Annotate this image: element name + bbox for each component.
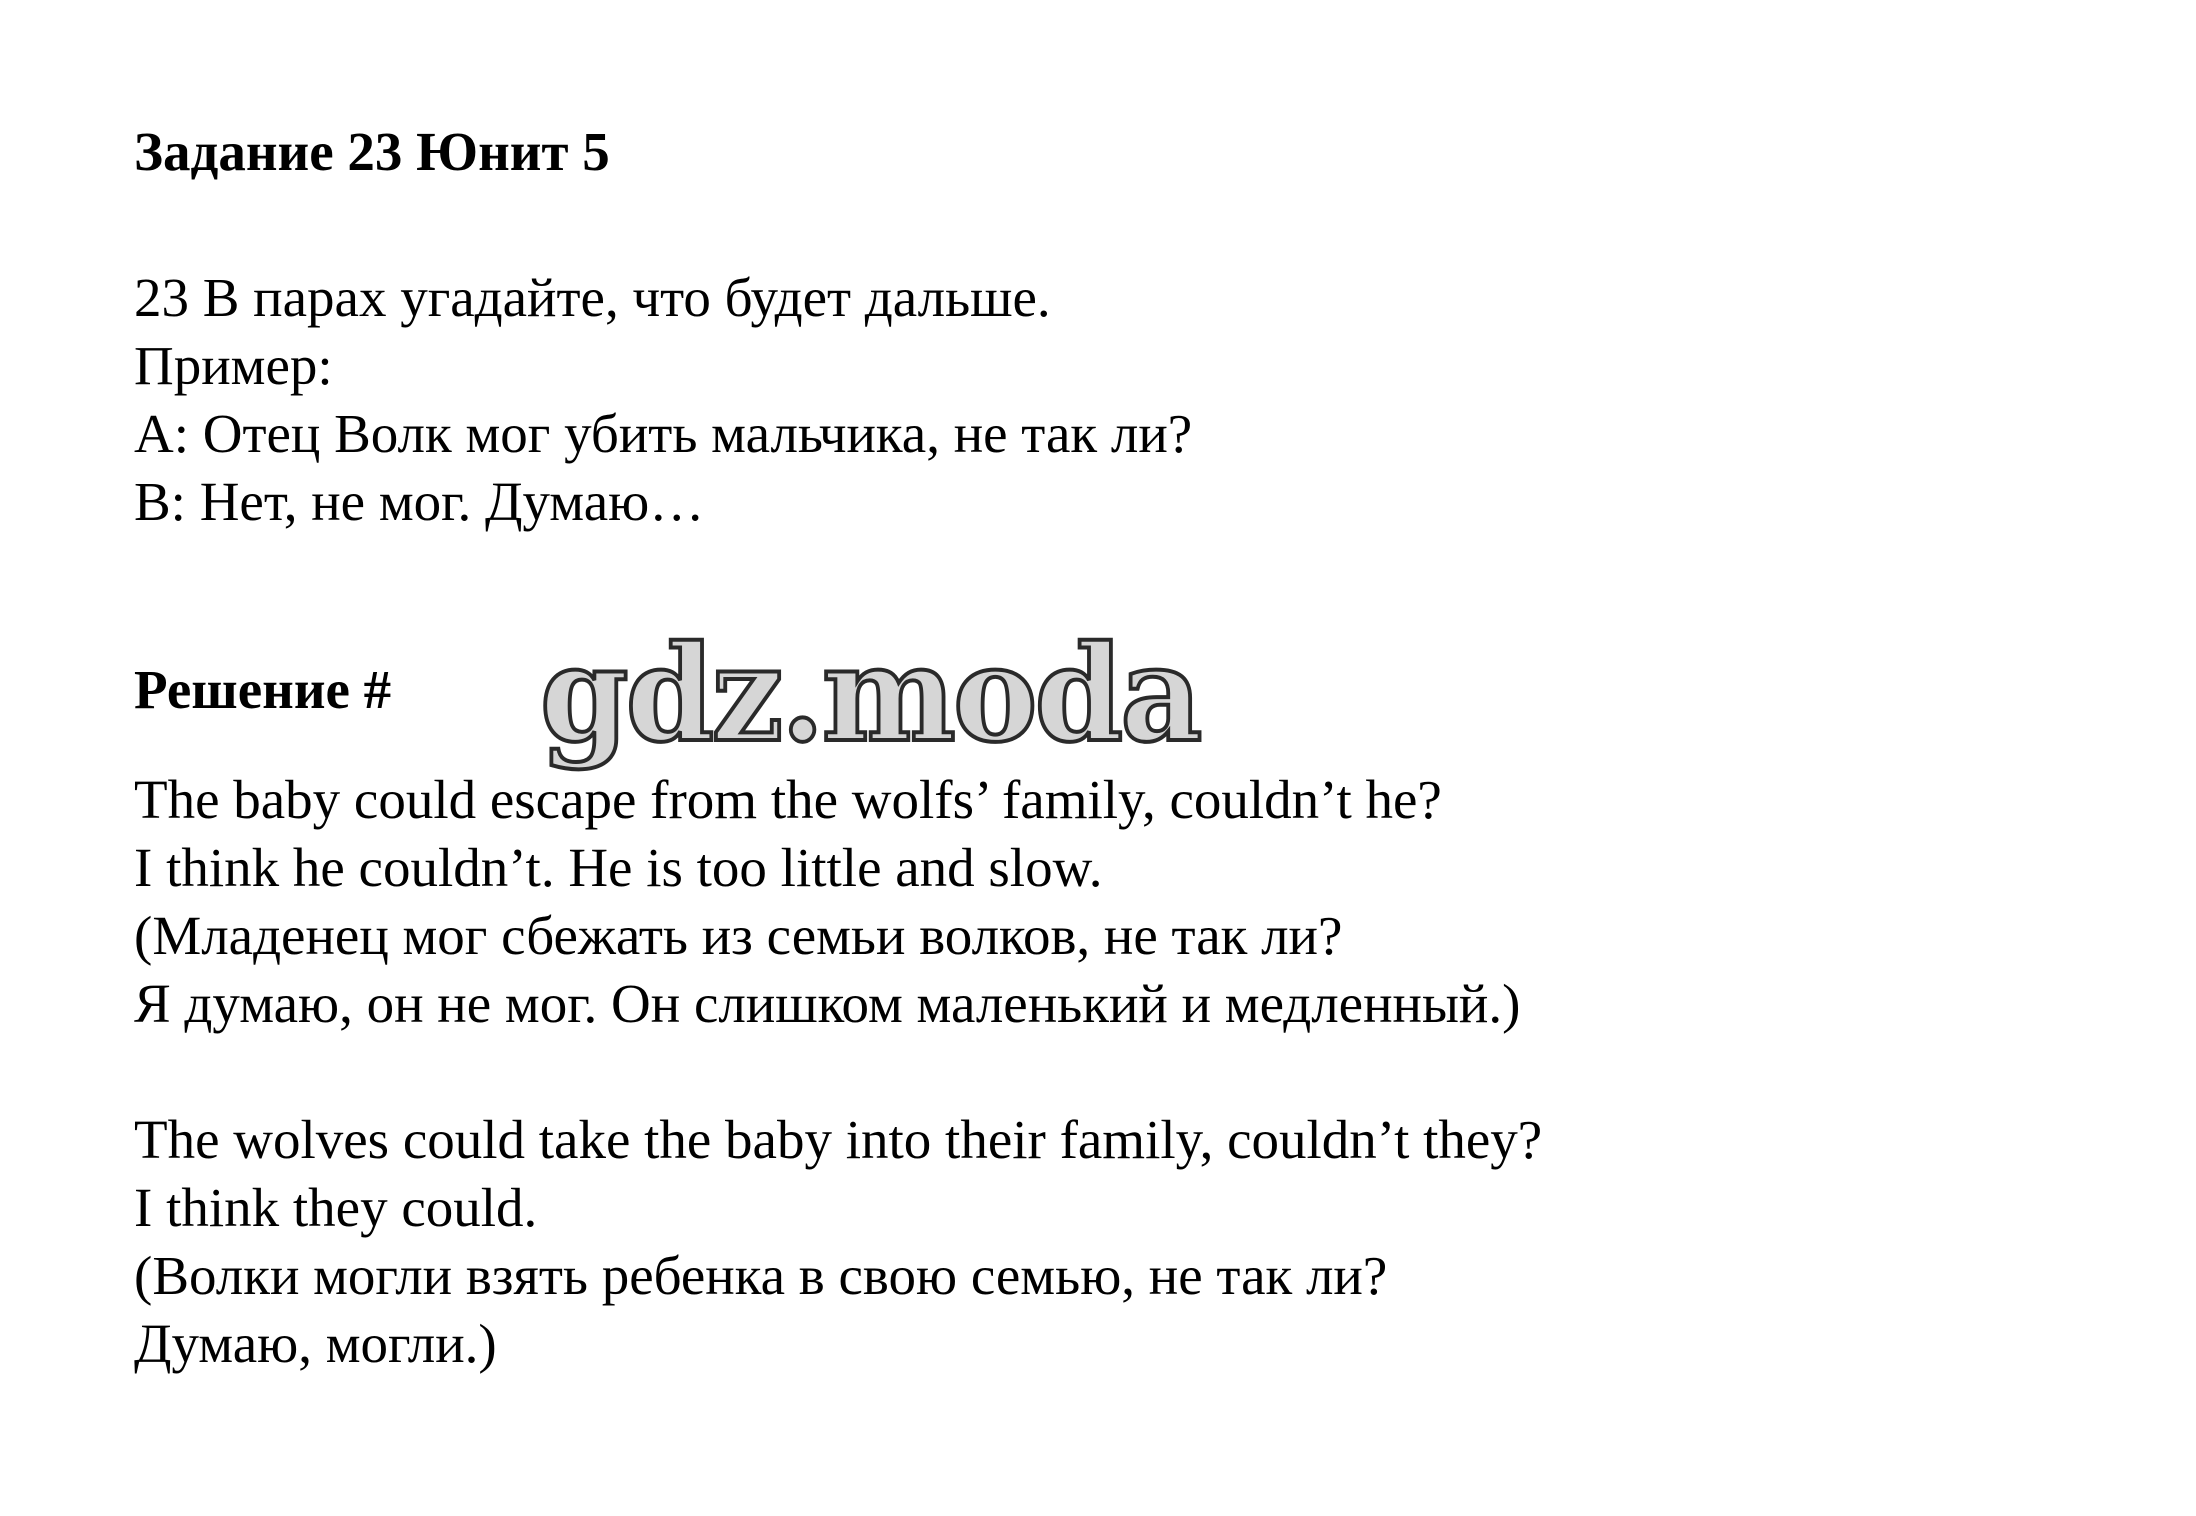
- solution-line: (Младенец мог сбежать из семьи волков, не так ли?: [134, 905, 1343, 966]
- solution-block-1: [134, 766, 1520, 1038]
- solution-line: The wolves could take the baby into their family, couldn’t they?: [134, 1109, 1543, 1170]
- watermark-logo: gdz.moda: [540, 617, 1200, 772]
- solution-line: Думаю, могли.): [134, 1313, 497, 1374]
- solution-line: (Волки могли взять ребенка в свою семью, не так ли?: [134, 1245, 1388, 1306]
- solution-line: Я думаю, он не мог. Он слишком маленький и медленный.): [134, 973, 1521, 1034]
- solution-line: The baby could escape from the wolfs’ family, couldn’t he?: [134, 769, 1442, 830]
- solution-line: I think they could.: [134, 1177, 538, 1238]
- task-block: [134, 264, 1192, 536]
- task-line: A: Отец Волк мог убить мальчика, не так ли?: [134, 403, 1193, 464]
- task-line: B: Нет, не мог. Думаю…: [134, 471, 705, 532]
- task-line: 23 В парах угадайте, что будет дальше.: [134, 267, 1051, 328]
- solution-heading: Решение #: [134, 659, 392, 720]
- page-title: Задание 23 Юнит 5: [134, 121, 610, 182]
- solution-block-2: [134, 1106, 1542, 1378]
- task-line: Пример:: [134, 335, 333, 396]
- solution-line: I think he couldn’t. He is too little and slow.: [134, 837, 1103, 898]
